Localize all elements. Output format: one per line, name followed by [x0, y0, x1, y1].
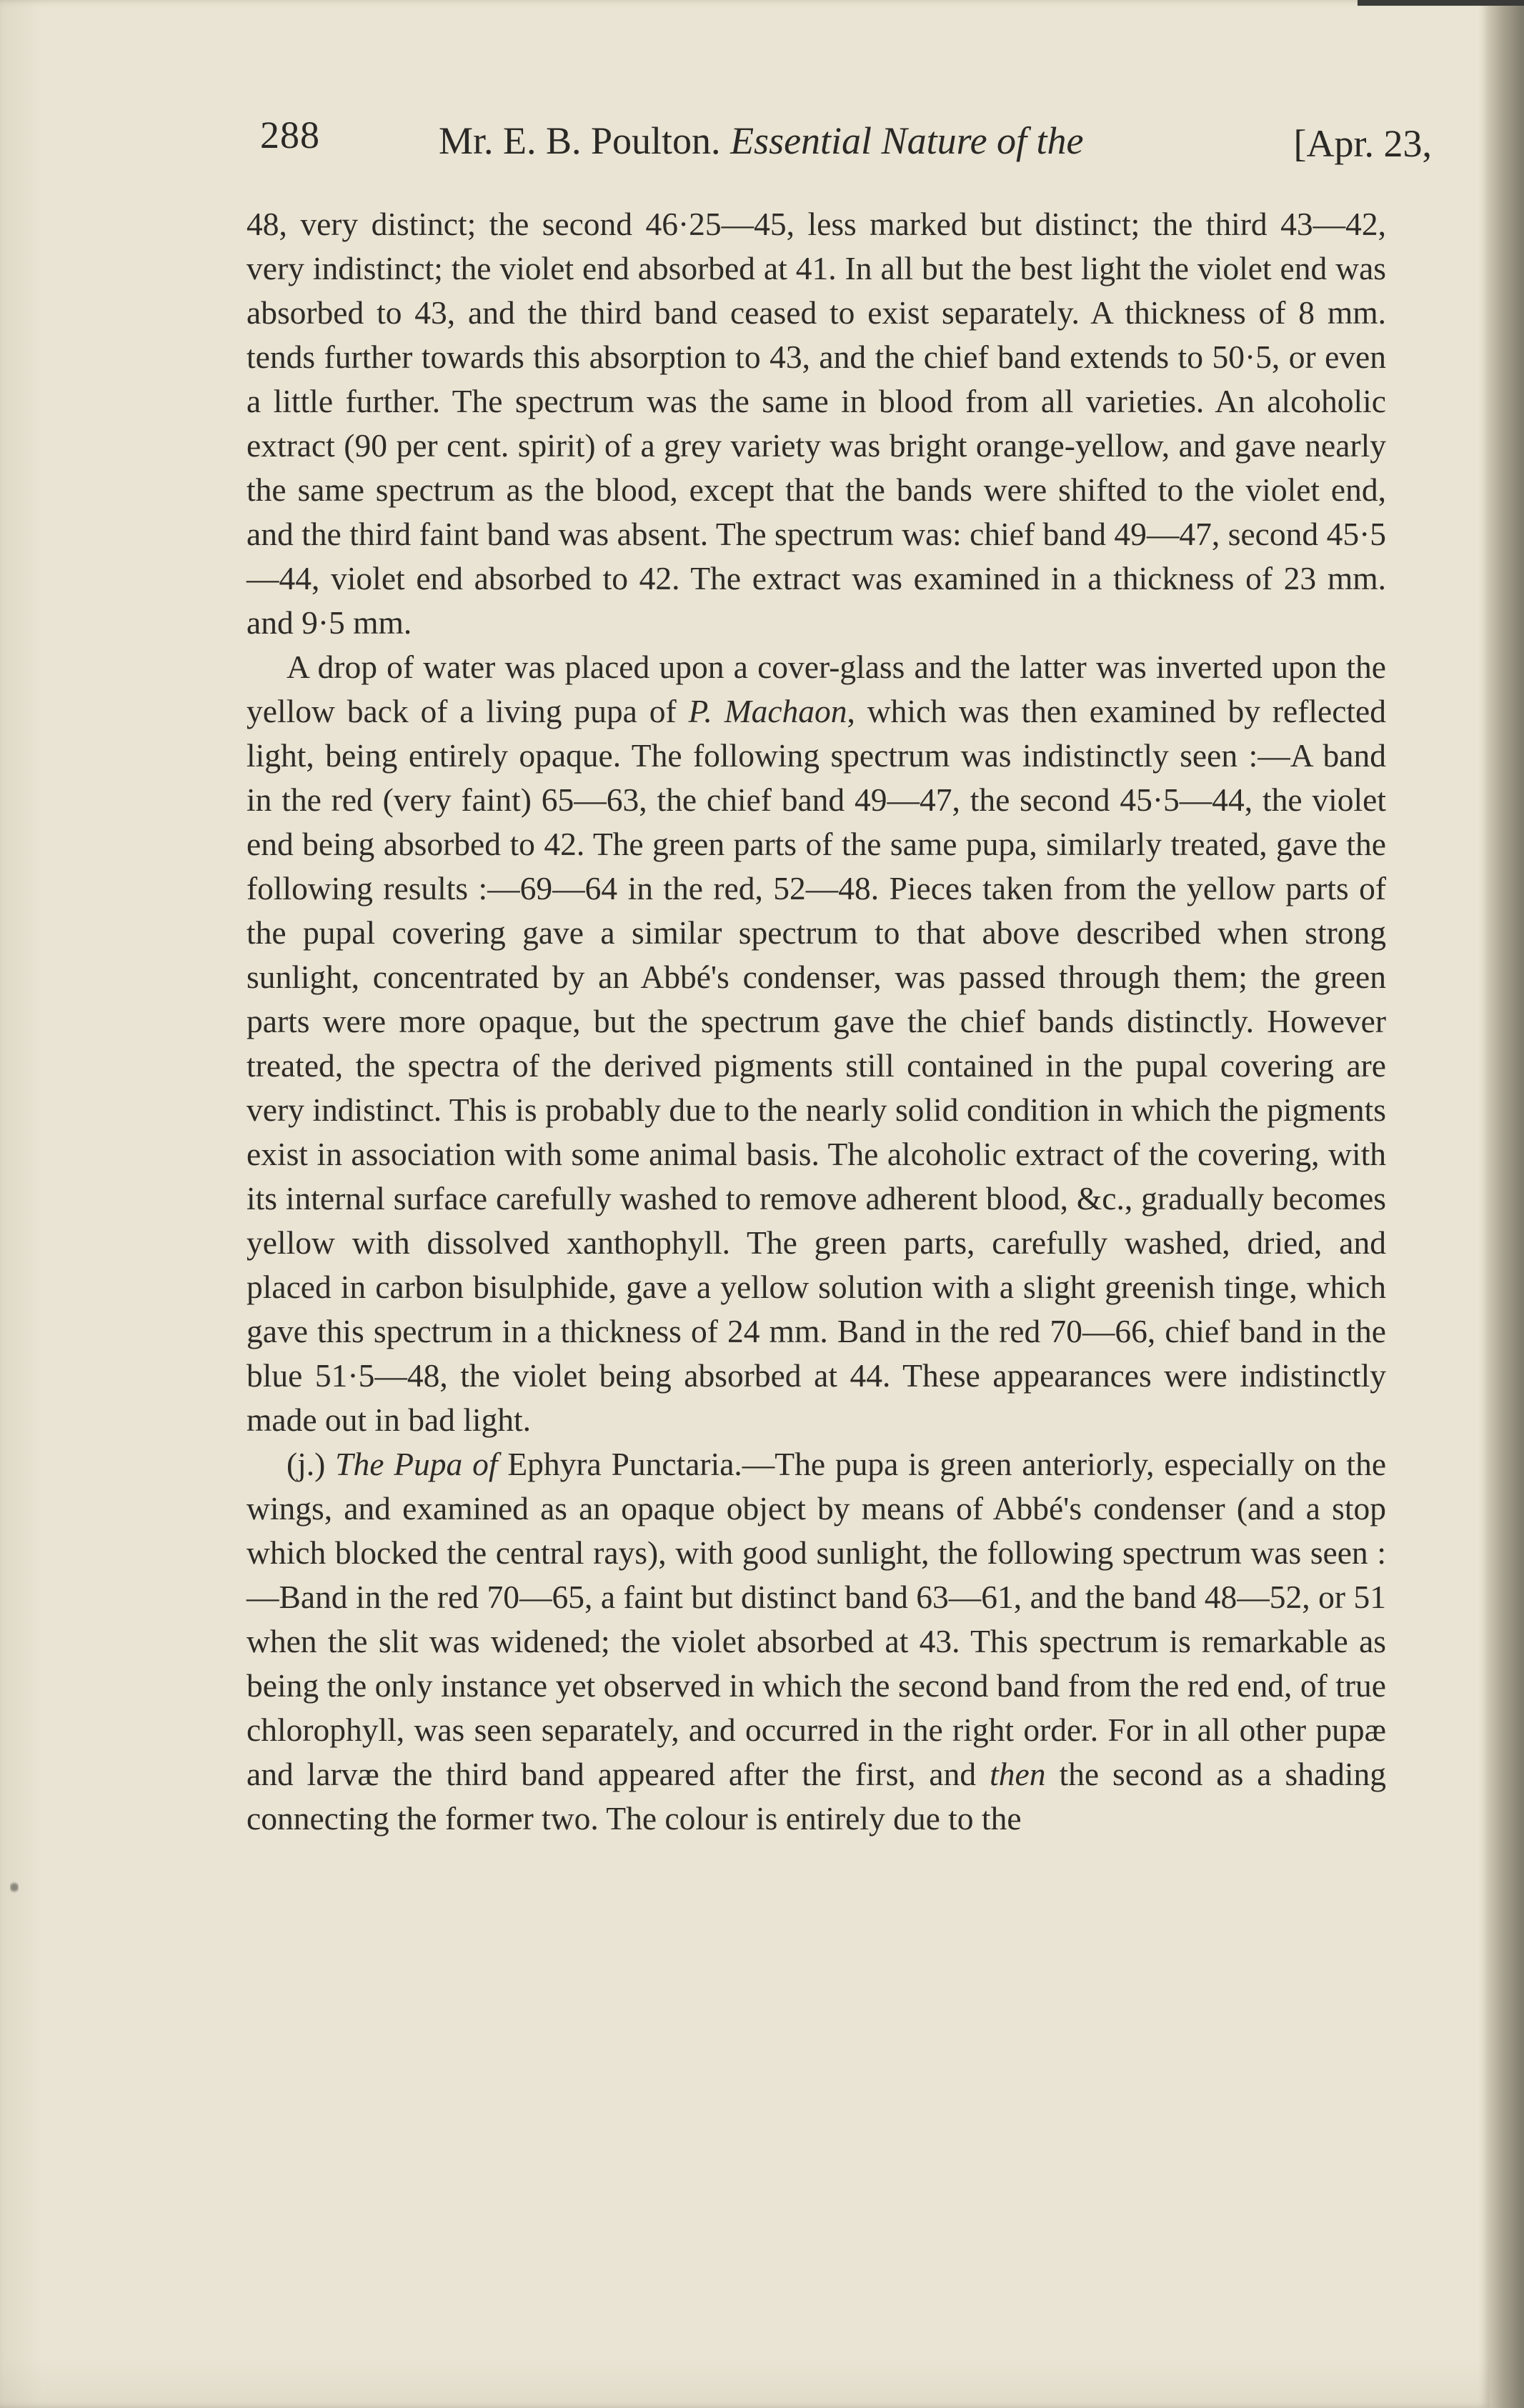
body-text	[246, 202, 1386, 1841]
author-name: Mr. E. B. Poulton.	[439, 119, 721, 162]
emphasis-then: then	[990, 1756, 1046, 1792]
species-name: P. Machaon	[688, 693, 847, 729]
running-header	[260, 106, 1432, 184]
section-label: (j.)	[287, 1446, 326, 1482]
paragraph-2	[246, 645, 1386, 1442]
paper-speck	[10, 1880, 19, 1894]
paragraph-1	[246, 202, 1386, 645]
page-edge-shadow	[1490, 0, 1524, 2408]
article-title: Essential Nature of the	[730, 119, 1084, 162]
paragraph-3-text-end: the second as a shading connecting the former two. The colour is entirely due to the	[246, 1756, 1386, 1837]
paragraph-3-text-start: —The pupa is green anteriorly, especially on the wings, and examined as an opaque object by means of Abbé's condenser (and a stop which blocked the central rays), with good sunlight, the following spectrum was seen :—Band in the red 70—65, a faint but distinct band 63—61, and the band 48—52, or 51 when the slit was widened; the violet absorbed at 43. This spectrum is remarkable as being the only instance yet observed in which the second band from the red end, of true chlorophyll, was seen separately, and occurred in the right order. For in all other pupæ and larvæ the third band appeared after the first, and	[246, 1446, 1387, 1792]
page-number: 288	[260, 114, 320, 156]
scan-top-strip	[1358, 0, 1524, 6]
section-heading-italic: The Pupa of	[335, 1446, 498, 1482]
paragraph-3	[246, 1442, 1386, 1841]
header-date: [Apr. 23,	[1293, 122, 1432, 165]
section-heading-species: Ephyra Punctaria.	[497, 1446, 742, 1482]
running-title	[439, 119, 1084, 163]
paragraph-1-text: 48, very distinct; the second 46·25—45, less marked but distinct; the third 43—42, very indistinct; the violet end absorbed at 41. In all but the best light the violet end was absorbed to 43, and the third band ceased to exist separately. A thickness of 8 mm. tends further towards this absorption to 43, and the chief band extends to 50·5, or even a little further. The spectrum was the same in blood from all varieties. An alcoholic extract (90 per cent. spirit) of a grey variety was bright orange-yellow, and gave nearly the same spectrum as the blood, except that the bands were shifted to the violet end, and the third faint band was absent. The spectrum was: chief band 49—47, second 45·5—44, violet end absorbed to 42. The extract was examined in a thickness of 23 mm. and 9·5 mm.	[246, 206, 1386, 641]
paragraph-2-text-start: A drop of water was placed upon a cover-glass and the latter was inverted upon the yellow back of a living pupa of	[246, 649, 1386, 729]
paragraph-2-text-end: , which was then examined by reflected light, being entirely opaque. The following spectrum was indistinctly seen :—A band in the red (very faint) 65—63, the chief band 49—47, the second 45·5—44, the violet end being absorbed to 42. The green parts of the same pupa, similarly treated, gave the following results :—69—64 in the red, 52—48. Pieces taken from the yellow parts of the pupal covering gave a similar spectrum to that above described when strong sunlight, concentrated by an Abbé's condenser, was passed through them; the green parts were more opaque, but the spectrum gave the chief bands distinctly. However treated, the spectra of the derived pigments still contained in the pupal covering are very indistinct. This is probably due to the nearly solid condition in which the pigments exist in association with some animal basis. The alcoholic extract of the covering, with its internal surface carefully washed to remove adherent blood, &c., gradually becomes yellow with dissolved xanthophyll. The green parts, carefully washed, dried, and placed in carbon bisulphide, gave a yellow solution with a slight greenish tinge, which gave this spectrum in a thickness of 24 mm. Band in the red 70—66, chief band in the blue 51·5—48, the violet being absorbed at 44. These appearances were indistinctly made out in bad light.	[246, 693, 1386, 1438]
